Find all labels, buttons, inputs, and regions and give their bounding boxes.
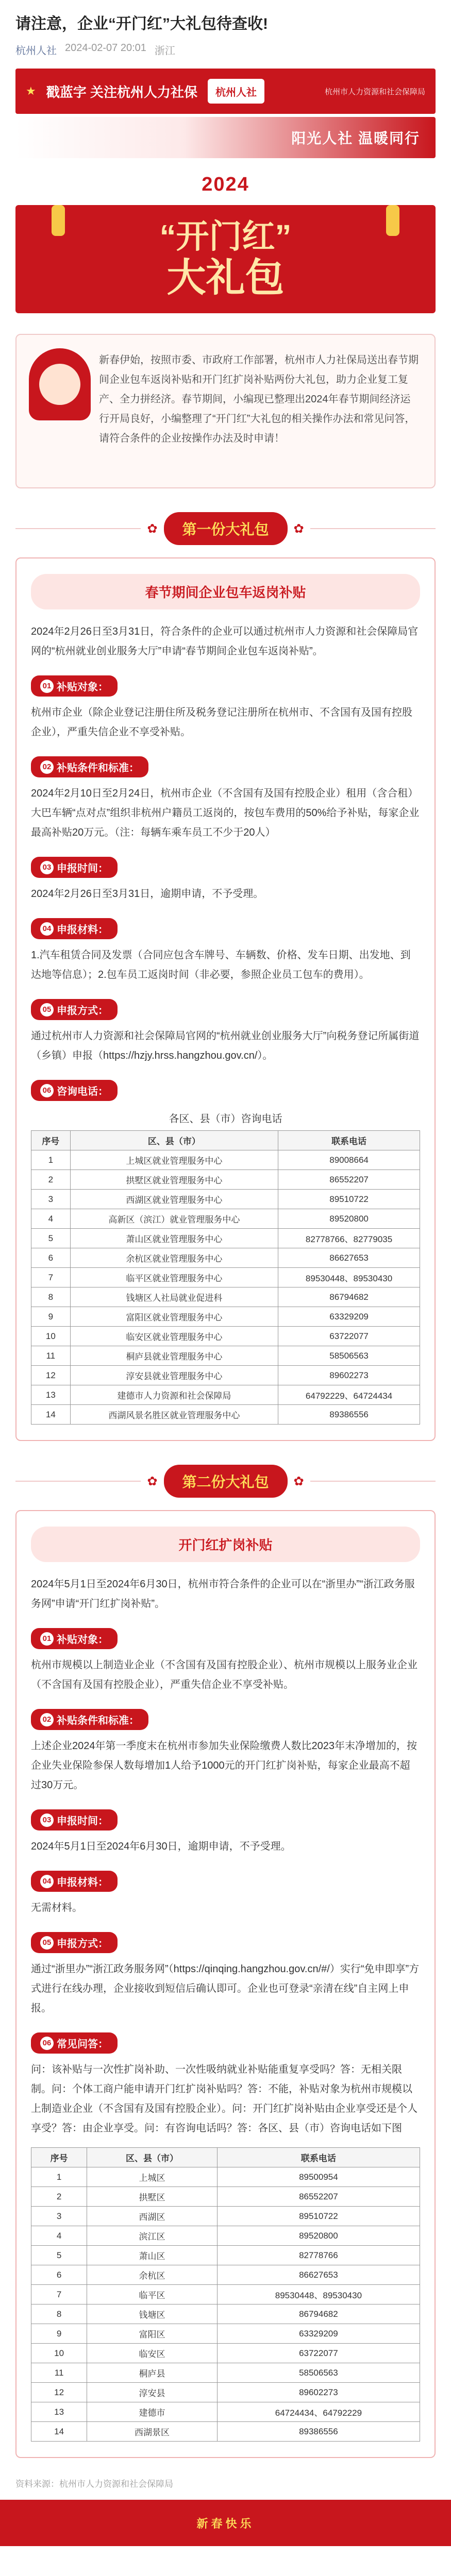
section-2-item-2: 02 补贴条件和标准： 上述企业2024年第一季度末在杭州市参加失业保险缴费人数比2023年末净增加的，按企业失业保险参保人数每增加1人给予1000元的开门红扩岗补贴，每家企业最高不超过30万元。 [31,1704,420,1795]
section-2-contact-table: 序号 区、县（市） 联系电话 1 上城区 89500954 2 拱墅区 86552207 3 西湖区 89510722 4 滨江区 89520800 5 萧山区 82778766 6 余杭区 86627653 7 临平区 89530448、89530430 8 钱塘区 86794682 9 富阳区 63329209 10 临安区 63722077 11 桐庐县 58506563 12 淳安县 89602273 13 建德市 64724434、64792229 14 西湖景区 89386556 [31,2147,420,2442]
table-row [31,2207,420,2226]
table-cell: 13 [31,2402,87,2422]
table-cell: 淳安县就业管理服务中心 [70,1366,278,1385]
slogan-banner [15,117,436,158]
table-row [31,1405,420,1425]
table-row [31,2246,420,2265]
table-cell: 86552207 [217,2187,420,2207]
table-cell: 86627653 [217,2265,420,2285]
table-row [31,2422,420,2442]
table-cell: 10 [31,1327,71,1346]
bottom-strip: 新春快乐 [0,2500,451,2546]
table-cell: 89510722 [217,2207,420,2226]
section-2-tag: 第二份大礼包 [164,1465,288,1498]
section-2-intro: 2024年5月1日至2024年6月30日，杭州市符合条件的企业可以在“浙里办”“浙江政务服务网”申请“开门红扩岗补贴”。 [31,1579,415,1609]
table-cell: 11 [31,1346,71,1366]
table-cell: 82778766、82779035 [278,1229,420,1248]
table-cell: 建德市人力资源和社会保障局 [70,1385,278,1405]
table-cell: 1 [31,2167,87,2187]
section-1-item-3: 03 申报时间： 2024年2月26日至3月31日，逾期申请，不予受理。 [31,852,420,904]
table-row [31,2324,420,2344]
table-cell: 12 [31,1366,71,1385]
lantern-icon [386,205,399,236]
section-2-card [15,1510,436,2458]
table-cell: 89602273 [278,1366,420,1385]
table-cell: 余杭区就业管理服务中心 [70,1248,278,1268]
knot-icon: ✿ [293,1474,304,1488]
section-1-item-2: 02 补贴条件和标准： 2024年2月10日至2月24日，杭州市企业（不含国有及国有控股企业）租用（含合租）大巴车辆“点对点”组织非杭州户籍员工返岗的，按包车费用的50%给予补贴，每家企业最高补贴20万元。（注：每辆车乘车员工不少于20人） [31,751,420,842]
table-cell: 富阳区 [87,2324,218,2344]
table-cell: 拱墅区就业管理服务中心 [70,1170,278,1190]
table-cell: 4 [31,1209,71,1229]
table-row [31,2363,420,2383]
article-title: 请注意，企业“开门红”大礼包待查收! [15,15,268,32]
table-cell: 萧山区 [87,2246,218,2265]
table-cell: 13 [31,1385,71,1405]
section-2-item-6: 06 常见问答： 问：该补贴与一次性扩岗补助、一次性吸纳就业补贴能重复享受吗？答：无相关限制。问：个体工商户能申请开门红扩岗补贴吗？答：不能，补贴对象为杭州市规模以上制造业企业（不含国有及国有控股企业）。问：开门红扩岗补贴由企业享受还是个人享受？答：由企业享受。问：有咨询电话吗？答：各区、县（市）咨询电话如下图 [31,2027,420,2138]
table-cell: 64792229、64724434 [278,1385,420,1405]
section-1-title: 春节期间企业包车返岗补贴 [31,574,420,609]
table-cell: 3 [31,2207,87,2226]
table-cell: 86794682 [278,1287,420,1307]
follow-banner[interactable] [15,69,436,114]
table-cell: 淳安县 [87,2383,218,2402]
org-name: 杭州市人力资源和社会保障局 [324,87,425,96]
table-cell: 63722077 [278,1327,420,1346]
section-2-item-5: 05 申报方式： 通过“浙里办”“浙江政务服务网”（https://qinqing.hangzhou.gov.cn/#/）实行“免申即享”方式进行在线办理，企业接收到短信后确认即可。企业也可登录“亲清在线”自主网上申报。 [31,1927,420,2018]
table-row [31,1170,420,1190]
table-cell: 临平区就业管理服务中心 [70,1268,278,1287]
table-cell: 89386556 [217,2422,420,2442]
section-1-item-4: 04 申报材料： 1.汽车租赁合同及发票（合同应包含车牌号、车辆数、价格、发车日期、出发地、到达地等信息）；2.包车员工返岗时间（非必要，参照企业员工包车的费用）。 [31,913,420,985]
intro-card [15,334,436,488]
table-cell: 西湖风景名胜区就业管理服务中心 [70,1405,278,1425]
table-row [31,2265,420,2285]
author-link[interactable]: 杭州人社 [15,45,57,57]
mascot-icon [29,348,91,420]
article-meta [15,42,436,69]
table-cell: 89510722 [278,1190,420,1209]
table-cell: 临平区 [87,2285,218,2304]
table-cell: 89602273 [217,2383,420,2402]
table-cell: 86552207 [278,1170,420,1190]
section-2-item-4: 04 申报材料： 无需材料。 [31,1866,420,1918]
table-row [31,1248,420,1268]
table-cell: 14 [31,2422,87,2442]
table-cell: 9 [31,2324,87,2344]
table-row [31,2167,420,2187]
table-row [31,1209,420,1229]
table-row [31,1307,420,1327]
table-cell: 西湖区就业管理服务中心 [70,1190,278,1209]
table-cell: 上城区 [87,2167,218,2187]
banner-line-1: “开门红” [159,217,292,255]
banner-line-2: 大礼包 [166,256,285,300]
slogan-text: 阳光人社 温暖同行 [291,130,420,146]
table-row [31,2187,420,2207]
section-1-header [15,512,436,545]
table-cell: 8 [31,1287,71,1307]
table-cell: 高新区（滨江）就业管理服务中心 [70,1209,278,1229]
table-row [31,2383,420,2402]
lantern-icon [52,205,65,236]
banner-title [160,218,292,301]
table-cell: 拱墅区 [87,2187,218,2207]
table-cell: 89008664 [278,1150,420,1170]
table-row [31,2344,420,2363]
section-1-card [15,557,436,1441]
table-cell: 5 [31,1229,71,1248]
table-cell: 8 [31,2304,87,2324]
table-row [31,2226,420,2246]
section-1-tag: 第一份大礼包 [164,512,288,545]
section-1-intro: 2024年2月26日至3月31日，符合条件的企业可以通过杭州市人力资源和社会保障局官网的“杭州就业创业服务大厅”申请“春节期间企业包车返岗补贴”。 [31,626,419,657]
gift-banner [15,205,436,313]
table-row [31,1150,420,1170]
year-heading: 2024 [202,174,249,195]
table-cell: 63722077 [217,2344,420,2363]
publish-location: 浙江 [154,45,175,57]
table-cell: 滨江区 [87,2226,218,2246]
section-1-item-6: 06 咨询电话： 各区、县（市）咨询电话 [31,1075,420,1125]
table-cell: 7 [31,2285,87,2304]
section-1-item-1: 01 补贴对象： 杭州市企业（除企业登记注册住所及税务登记注册所在杭州市、不含国有及国有控股企业），严重失信企业不享受补贴。 [31,670,420,742]
table-row [31,2402,420,2422]
section-2-header [15,1465,436,1498]
table-cell: 萧山区就业管理服务中心 [70,1229,278,1248]
table-cell: 临安区 [87,2344,218,2363]
table-cell: 89520800 [278,1209,420,1229]
section-1-item-5: 05 申报方式： 通过杭州市人力资源和社会保障局官网的“杭州就业创业服务大厅”向税务登记所属街道（乡镇）申报（https://hzjy.hrss.hangzhou.gov.cn/）。 [31,994,420,1065]
knot-icon: ✿ [147,1474,158,1488]
table-cell: 64724434、64792229 [217,2402,420,2422]
table-row [31,1385,420,1405]
table-row [31,2285,420,2304]
table-cell: 上城区就业管理服务中心 [70,1150,278,1170]
table-row [31,1366,420,1385]
table-cell: 临安区就业管理服务中心 [70,1327,278,1346]
table-cell: 63329209 [217,2324,420,2344]
table-cell: 富阳区就业管理服务中心 [70,1307,278,1327]
logo-badge: 杭州人社 [208,79,264,104]
table-cell: 建德市 [87,2402,218,2422]
table-cell: 58506563 [278,1346,420,1366]
table-cell: 2 [31,2187,87,2207]
table-row [31,1287,420,1307]
section-2-item-3: 03 申报时间： 2024年5月1日至2024年6月30日，逾期申请，不予受理。 [31,1804,420,1856]
publish-date: 2024-02-07 20:01 [65,42,146,54]
table-cell: 82778766 [217,2246,420,2265]
table-row [31,1268,420,1287]
table-cell: 89500954 [217,2167,420,2187]
table-cell: 桐庐县就业管理服务中心 [70,1346,278,1366]
table-cell: 钱塘区 [87,2304,218,2324]
table-cell: 89386556 [278,1405,420,1425]
table-cell: 钱塘区人社局就业促进科 [70,1287,278,1307]
table-cell: 86627653 [278,1248,420,1268]
follow-text: 戳蓝字 关注杭州人力社保 [46,84,197,100]
table-cell: 西湖景区 [87,2422,218,2442]
table-cell: 6 [31,1248,71,1268]
table-row [31,2304,420,2324]
table-cell: 63329209 [278,1307,420,1327]
table-row [31,1229,420,1248]
table-cell: 89530448、89530430 [217,2285,420,2304]
section-1-contact-table: 序号 区、县（市） 联系电话 1 上城区就业管理服务中心 89008664 2 拱墅区就业管理服务中心 86552207 3 西湖区就业管理服务中心 89510722 4 高新区（滨江）就业管理服务中心 89520800 5 萧山区就业管理服务中心 82778766、82779035 6 余杭区就业管理服务中心 86627653 7 临平区就业管理服务中心 89530448、89530430 8 钱塘区人社局就业促进科 86794682 9 富阳区就业管理服务中心 63329209 10 临安区就业管理服务中心 63722077 11 桐庐县就业管理服务中心 58506563 12 淳安县就业管理服务中心 89602273 13 建德市人力资源和社会保障局 64792229、64724434 14 西湖风景名胜区就业管理服务中心 89386556 [31,1130,420,1425]
table-cell: 1 [31,1150,71,1170]
table-cell: 4 [31,2226,87,2246]
table-cell: 6 [31,2265,87,2285]
table-cell: 10 [31,2344,87,2363]
table-cell: 89520800 [217,2226,420,2246]
table-cell: 11 [31,2363,87,2383]
table-cell: 89530448、89530430 [278,1268,420,1287]
table-row [31,1327,420,1346]
table-cell: 5 [31,2246,87,2265]
table-cell: 7 [31,1268,71,1287]
table-cell: 12 [31,2383,87,2402]
table-cell: 58506563 [217,2363,420,2383]
section-2-title: 开门红扩岗补贴 [31,1527,420,1562]
source-note: 资料来源：杭州市人力资源和社会保障局 [15,2479,173,2489]
table-cell: 86794682 [217,2304,420,2324]
knot-icon: ✿ [147,521,158,536]
section-2-item-1: 01 补贴对象： 杭州市规模以上制造业企业（不含国有及国有控股企业）、杭州市规模以上服务业企业（不含国有及国有控股企业），严重失信企业不享受补贴。 [31,1623,420,1694]
table-row [31,1346,420,1366]
table-cell: 桐庐县 [87,2363,218,2383]
table-cell: 3 [31,1190,71,1209]
star-icon: ★ [26,84,36,97]
table-cell: 西湖区 [87,2207,218,2226]
intro-text: 新春伊始，按照市委、市政府工作部署，杭州市人力社保局送出春节期间企业包车返岗补贴和开门红扩岗补贴两份大礼包，助力企业复工复产、全力拼经济。春节期间，小编现已整理出2024年春节期间经济运行开局良好，小编整理了“开门红”大礼包的相关操作办法和常见问答，请符合条件的企业按操作办法及时申请！ [99,354,419,444]
knot-icon: ✿ [293,521,304,536]
table-cell: 余杭区 [87,2265,218,2285]
table-cell: 9 [31,1307,71,1327]
table-cell: 14 [31,1405,71,1425]
table-row [31,1190,420,1209]
table-cell: 2 [31,1170,71,1190]
